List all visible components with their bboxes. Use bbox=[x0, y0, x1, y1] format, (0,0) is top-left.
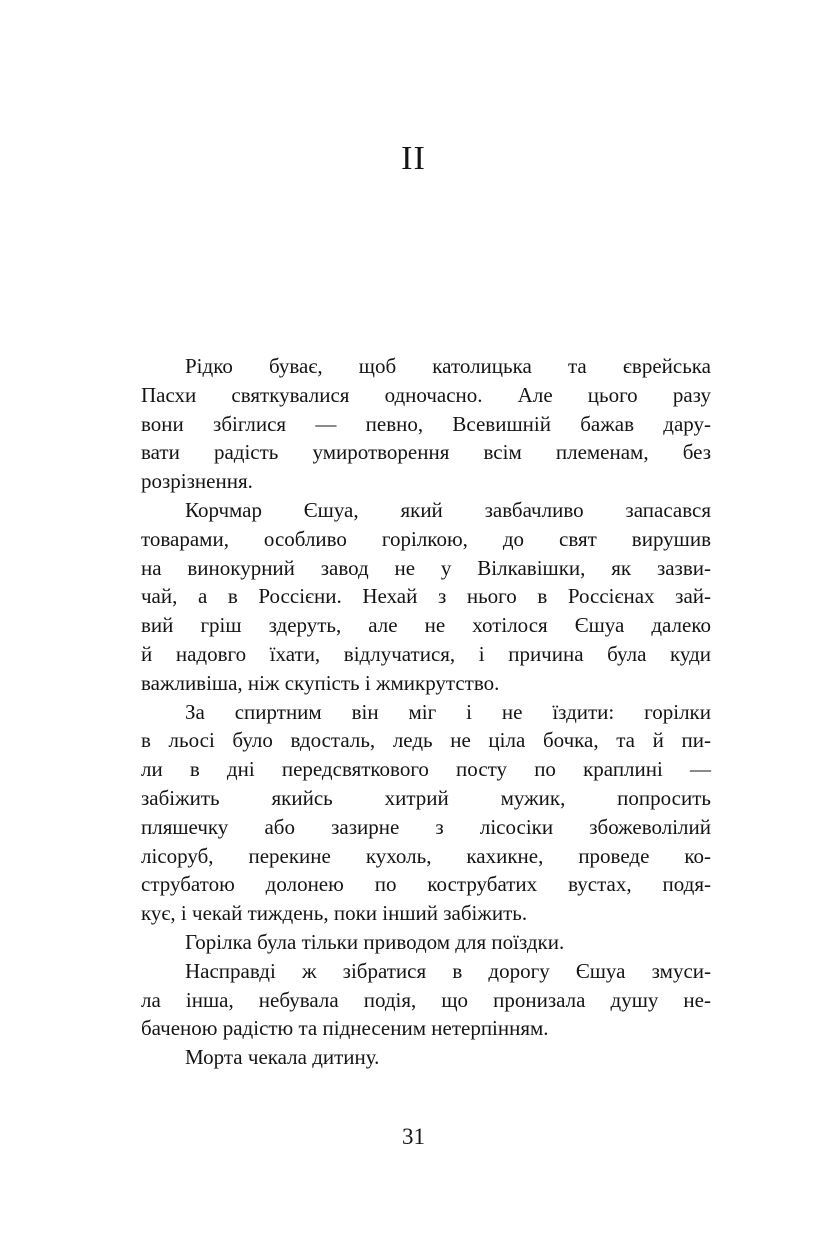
text-line: лісоруб, перекине кухоль, кахикне, проведе ко- bbox=[141, 843, 711, 868]
text-line: За спиртним він міг і не їздити: горілки bbox=[185, 699, 711, 724]
text-line: струбатою долонею по кострубатих вустах, подя- bbox=[141, 872, 711, 897]
chapter-heading: II bbox=[401, 140, 426, 177]
text-block bbox=[141, 352, 711, 1072]
text-line: Корчмар Єшуа, який завбачливо запасався bbox=[185, 497, 711, 522]
text-line: вий гріш здеруть, але не хотілося Єшуа далеко bbox=[141, 613, 711, 638]
text-line: Горілка була тільки приводом для поїздки. bbox=[185, 929, 565, 954]
text-line: баченою радістю та піднесеним нетерпінням. bbox=[141, 1016, 549, 1041]
text-line: пляшечку або зазирне з лісосіки збожеволілий bbox=[141, 814, 711, 839]
text-line: Пасхи святкувалися одночасно. Але цього разу bbox=[141, 382, 711, 407]
text-line: ли в дні передсвяткового посту по краплині — bbox=[141, 757, 711, 782]
text-line: важливіша, ніж скупість і жмикрутство. bbox=[141, 670, 500, 695]
text-line: Рідко буває, щоб католицька та єврейська bbox=[185, 354, 711, 378]
text-line: ла інша, небувала подія, що пронизала душу не- bbox=[141, 987, 711, 1012]
text-line: на винокурний завод не у Вілкавішки, як зазви- bbox=[141, 555, 711, 580]
text-line: забіжить якийсь хитрий мужик, попросить bbox=[141, 785, 711, 810]
text-line: Насправді ж зібратися в дорогу Єшуа змуси- bbox=[185, 958, 711, 983]
page-number: 31 bbox=[402, 1124, 425, 1149]
text-line: вони збіглися — певно, Всевишній бажав дару- bbox=[141, 411, 711, 436]
text-line: товарами, особливо горілкою, до свят вирушив bbox=[141, 526, 711, 551]
text-line: чай, а в Россієни. Нехай з нього в Россієнах зай- bbox=[141, 584, 711, 609]
text-line: розрізнення. bbox=[141, 469, 253, 494]
text-line: вати радість умиротворення всім племенам, без bbox=[141, 440, 711, 465]
text-line: й надовго їхати, відлучатися, і причина була куди bbox=[141, 641, 711, 666]
text-line: в льосі було вдосталь, ледь не ціла бочка, та й пи- bbox=[141, 728, 711, 753]
text-line: Морта чекала дитину. bbox=[185, 1045, 380, 1070]
text-line: кує, і чекай тиждень, поки інший забіжить. bbox=[141, 901, 528, 926]
